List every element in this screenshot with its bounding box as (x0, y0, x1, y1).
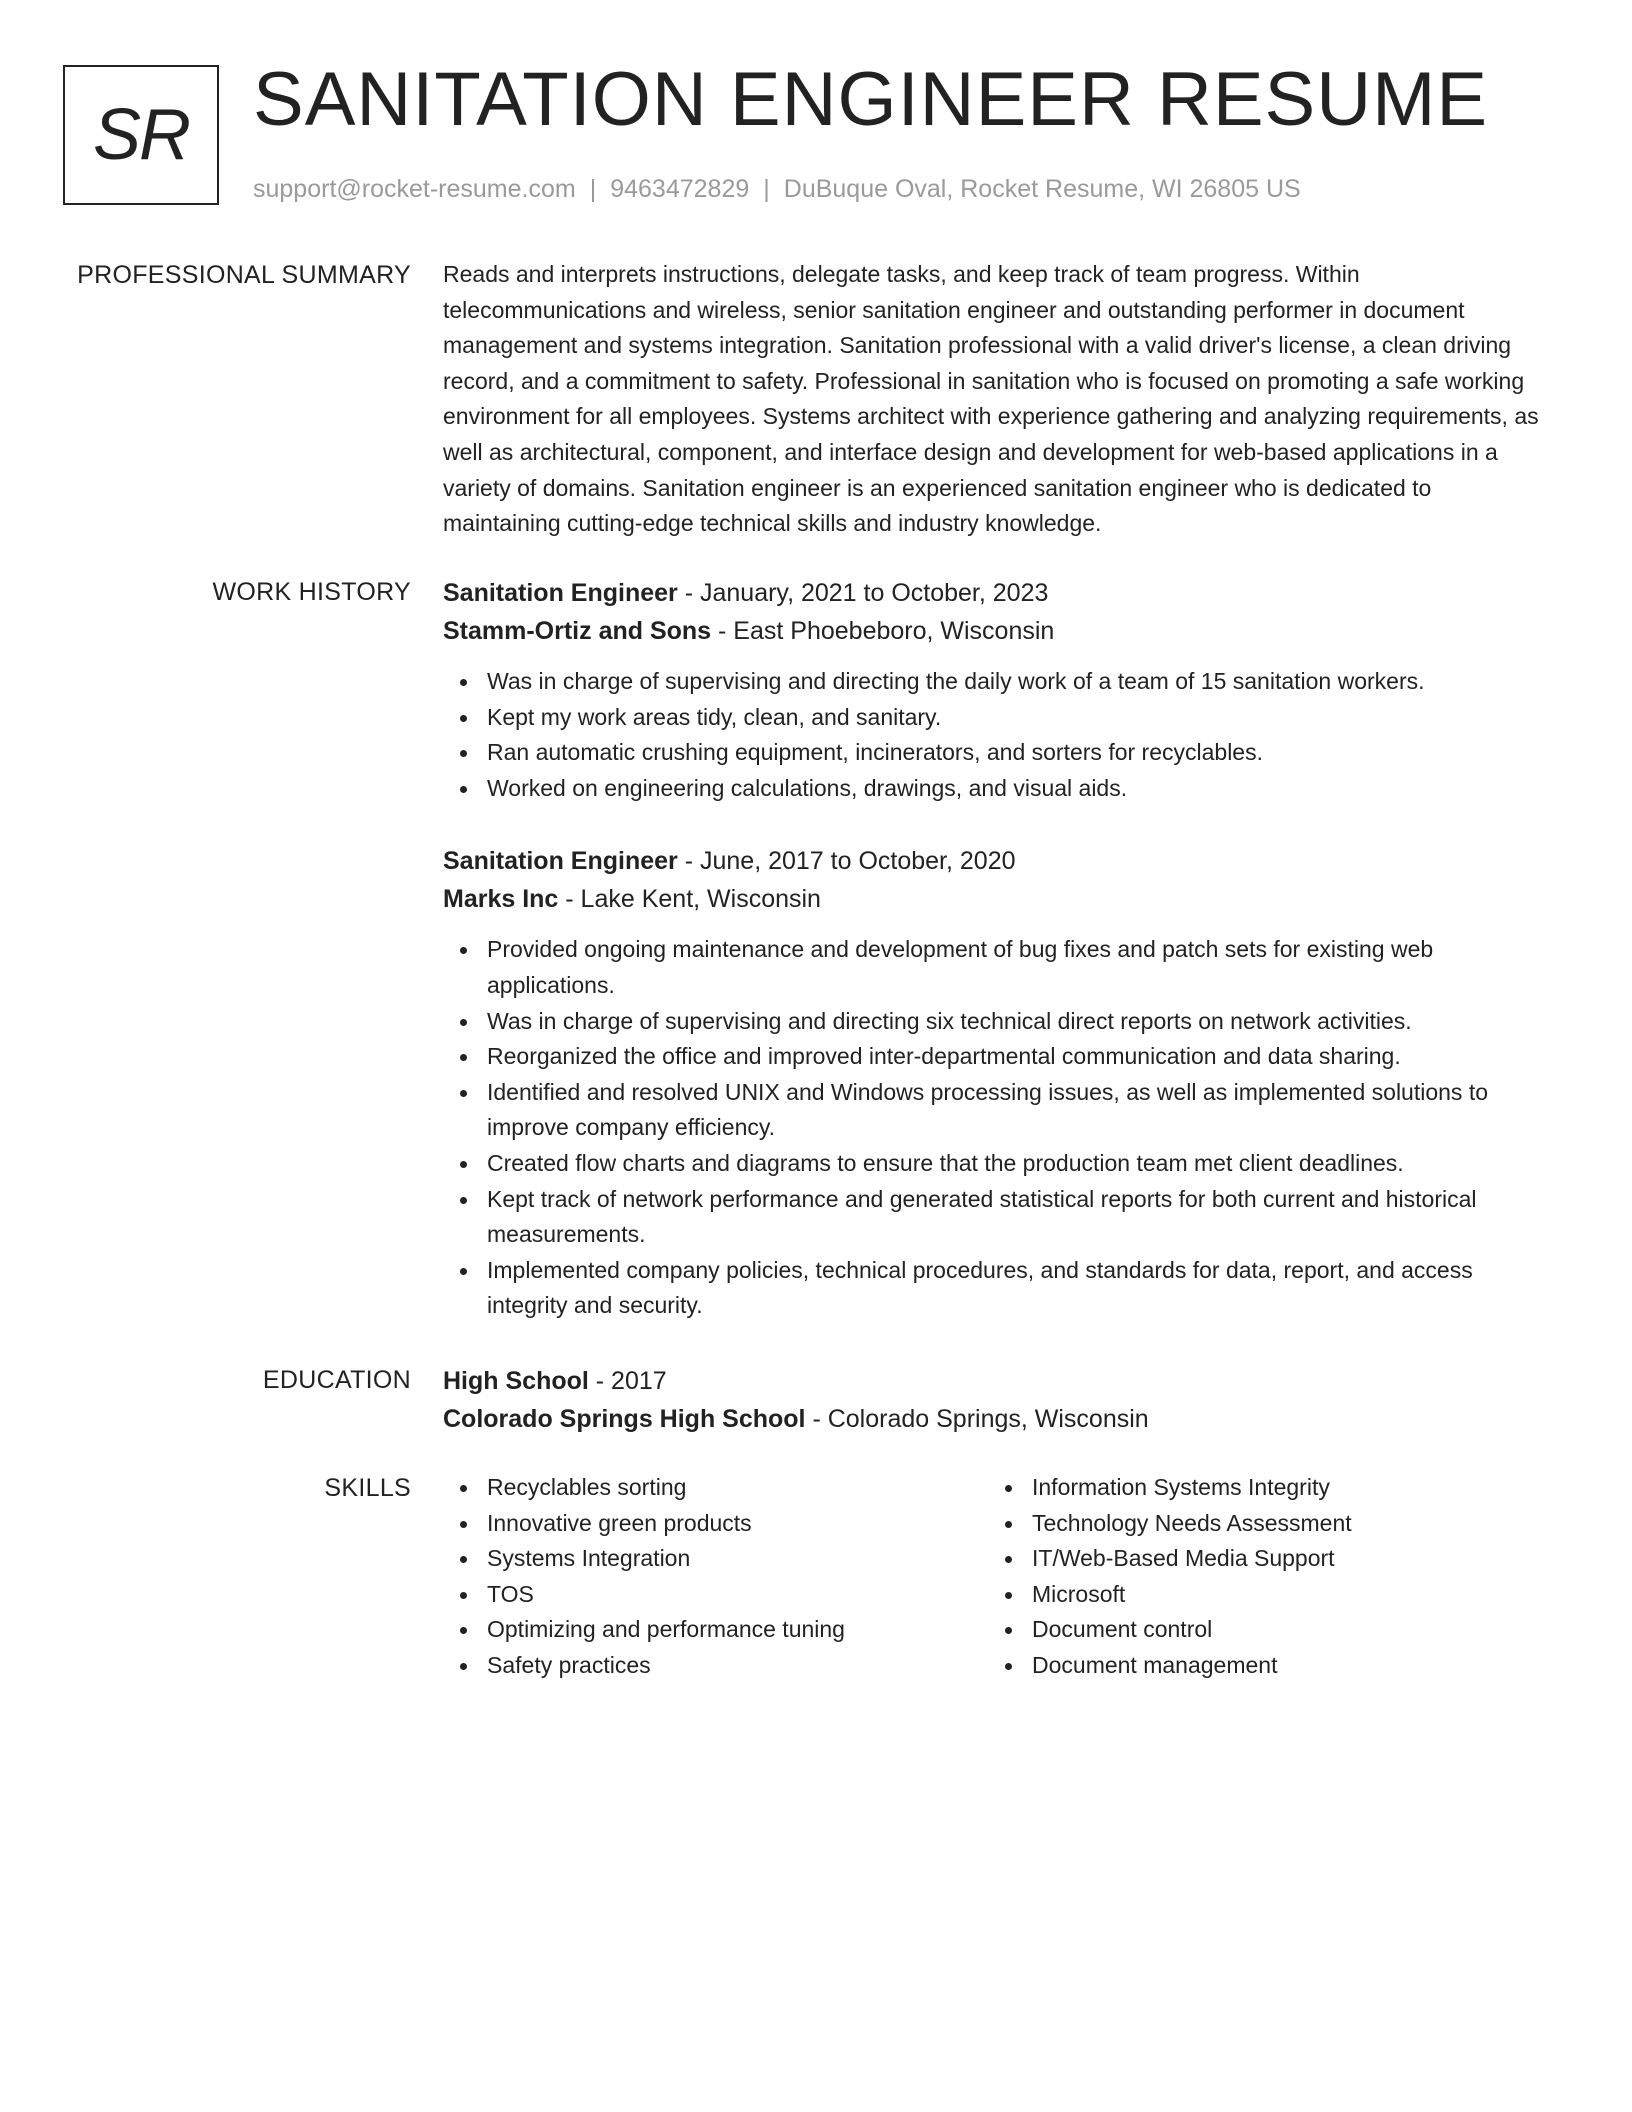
skill-item: IT/Web-Based Media Support (1032, 1541, 1533, 1577)
education-degree-line (443, 1362, 1555, 1400)
education-school-line (443, 1400, 1555, 1438)
job-title-line (443, 842, 1555, 880)
job-bullet: Reorganized the office and improved inter-departmental communication and data sharing. (487, 1039, 1555, 1075)
section-label-skills: SKILLS (324, 1474, 411, 1502)
skill-item: Safety practices (487, 1648, 988, 1684)
job-bullet: Provided ongoing maintenance and development of bug fixes and patch sets for existing web applications. (487, 932, 1555, 1003)
job-bullets (443, 932, 1555, 1324)
skills-columns (443, 1470, 1555, 1684)
education-degree: High School (443, 1367, 589, 1395)
job-title-line (443, 574, 1555, 612)
job-company-line (443, 612, 1555, 650)
section-label-work: WORK HISTORY (212, 578, 411, 606)
job-entry (443, 574, 1555, 806)
summary-text: Reads and interprets instructions, delegate tasks, and keep track of team progress. Within telecommunications and wireless, senior sanitation engineer and outstanding performer in document management and systems integration. Sanitation professional with a valid driver's license, a clean driving record, and a commitment to safety. Professional in sanitation who is focused on promoting a safe working environment for all employees. Systems architect with experience gathering and analyzing requirements, as well as architectural, component, and interface design and development for web-based applications in a variety of domains. Sanitation engineer is an experienced sanitation engineer who is dedicated to maintaining cutting-edge technical skills and industry knowledge. (443, 261, 1539, 537)
job-bullet: Was in charge of supervising and directing the daily work of a team of 15 sanitation workers. (487, 664, 1555, 700)
job-bullet: Kept track of network performance and generated statistical reports for both current and historical measurements. (487, 1182, 1555, 1253)
section-label-summary: PROFESSIONAL SUMMARY (77, 261, 411, 289)
skill-item: Document control (1032, 1612, 1533, 1648)
skill-item: Information Systems Integrity (1032, 1470, 1533, 1506)
job-dates: - June, 2017 to October, 2020 (677, 847, 1016, 876)
skill-item: Optimizing and performance tuning (487, 1612, 988, 1648)
skill-item: Systems Integration (487, 1541, 988, 1577)
job-bullets (443, 664, 1555, 806)
section-label-education: EDUCATION (262, 1366, 411, 1394)
skill-item: Document management (1032, 1648, 1533, 1684)
education-body (443, 1362, 1555, 1438)
job-location: - East Phoebeboro, Wisconsin (711, 617, 1055, 645)
job-title: Sanitation Engineer (443, 579, 678, 607)
job-location: - Lake Kent, Wisconsin (558, 885, 821, 914)
contact-line (253, 174, 1301, 204)
education-year: - 2017 (588, 1367, 667, 1395)
skills-column-right (988, 1470, 1533, 1684)
job-bullet: Was in charge of supervising and directing six technical direct reports on network activities. (487, 1004, 1555, 1040)
skills-list (443, 1470, 988, 1684)
resume-title: SANITATION ENGINEER RESUME (253, 57, 1489, 142)
skills-body (443, 1470, 1555, 1684)
contact-email: support@rocket-resume.com (253, 175, 576, 203)
summary-body (443, 257, 1555, 542)
skills-column-left (443, 1470, 988, 1684)
education-school: Colorado Springs High School (443, 1405, 806, 1433)
job-bullet: Created flow charts and diagrams to ensure that the production team met client deadlines. (487, 1146, 1555, 1182)
job-bullet: Ran automatic crushing equipment, incinerators, and sorters for recyclables. (487, 735, 1555, 771)
education-location: - Colorado Springs, Wisconsin (805, 1405, 1149, 1433)
job-bullet: Identified and resolved UNIX and Windows processing issues, as well as implemented solutions to improve company efficiency. (487, 1075, 1555, 1146)
skill-item: Innovative green products (487, 1506, 988, 1542)
contact-phone: 9463472829 (610, 175, 750, 203)
skill-item: Microsoft (1032, 1577, 1533, 1613)
job-company-line (443, 880, 1555, 918)
job-entry (443, 842, 1555, 1324)
skill-item: Recyclables sorting (487, 1470, 988, 1506)
skills-list (988, 1470, 1533, 1684)
monogram-box (63, 65, 219, 205)
job-bullet: Kept my work areas tidy, clean, and sanitary. (487, 700, 1555, 736)
contact-separator: | (589, 175, 597, 203)
monogram-initials: SR (92, 95, 190, 175)
job-bullet: Implemented company policies, technical procedures, and standards for data, report, and access integrity and security. (487, 1253, 1555, 1324)
skill-item: TOS (487, 1577, 988, 1613)
contact-separator: | (763, 175, 770, 203)
job-company: Stamm-Ortiz and Sons (443, 617, 712, 645)
job-dates: - January, 2021 to October, 2023 (677, 579, 1049, 607)
job-bullet: Worked on engineering calculations, drawings, and visual aids. (487, 771, 1555, 807)
work-body (443, 574, 1555, 1324)
skill-item: Technology Needs Assessment (1032, 1506, 1533, 1542)
job-company: Marks Inc (443, 885, 559, 914)
contact-address: DuBuque Oval, Rocket Resume, WI 26805 US (783, 175, 1301, 203)
job-title: Sanitation Engineer (443, 847, 678, 876)
